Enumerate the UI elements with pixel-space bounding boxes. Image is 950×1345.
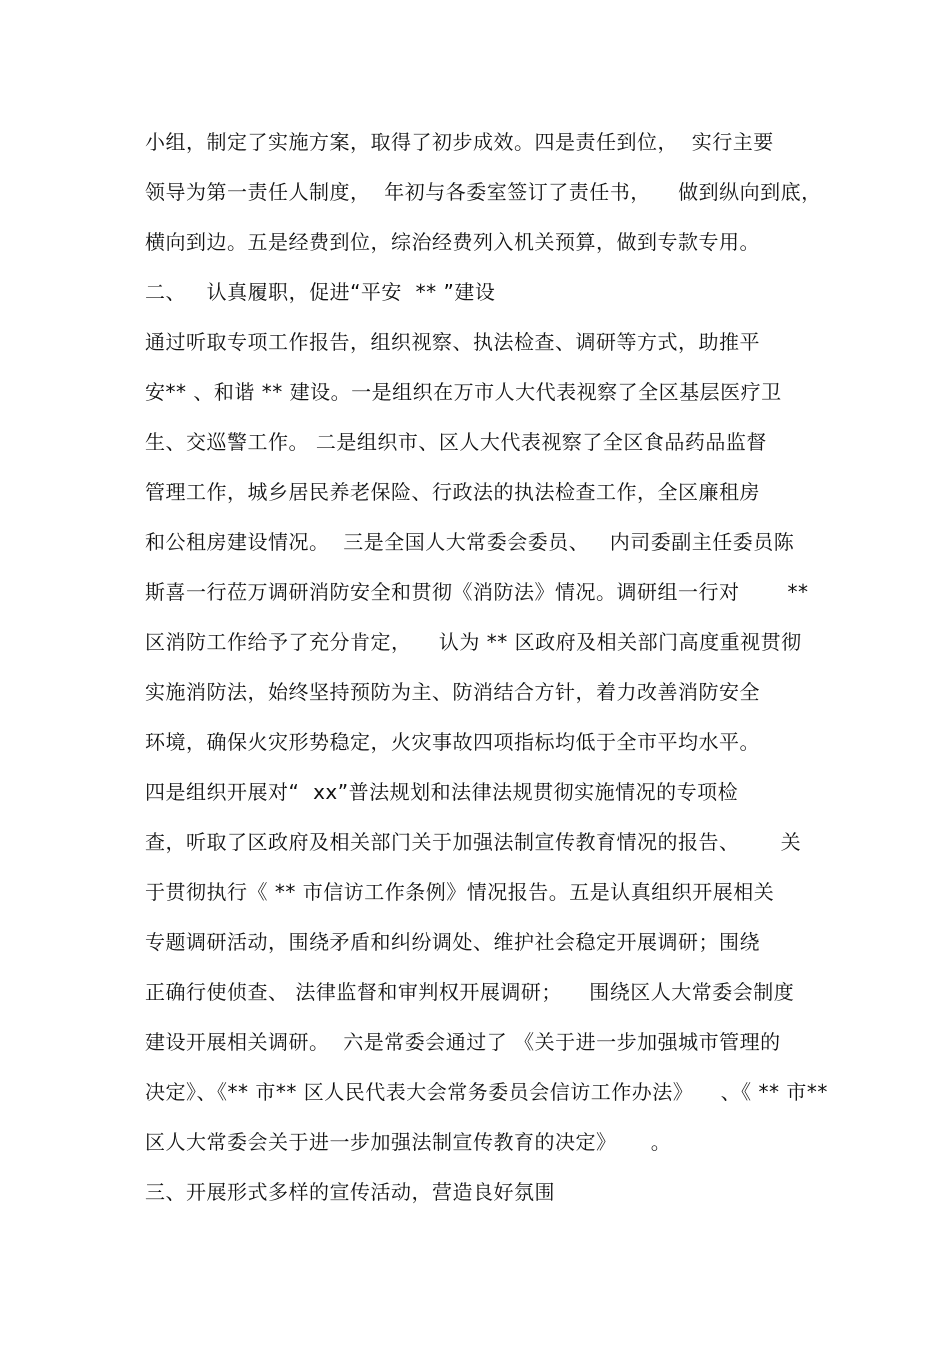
text-line: 小组，制定了实施方案，取得了初步成效。四是责任到位， 实行主要 (145, 130, 774, 154)
text-line: 实施消防法，始终坚持预防为主、防消结合方针，着力改善消防安全 (145, 680, 760, 704)
text-line: 于贯彻执行《 ** 市信访工作条例》情况报告。五是认真组织开展相关 (145, 880, 775, 904)
text-line: 横向到边。五是经费到位，综治经费列入机关预算，做到专款专用。 (145, 230, 760, 254)
text-line: 正确行使侦查、 法律监督和审判权开展调研； 围绕区人大常委会制度 (145, 980, 795, 1004)
text-line: 生、交巡警工作。 二是组织市、区人大代表视察了全区食品药品监督 (145, 430, 767, 454)
text-line: 决定》、《** 市** 区人民代表大会常务委员会信访工作办法》 、《 ** 市** (145, 1080, 828, 1104)
section-heading: 三、开展形式多样的宣传活动，营造良好氛围 (145, 1180, 555, 1204)
text-line: 领导为第一责任人制度， 年初与各委室签订了责任书， 做到纵向到底， (145, 180, 822, 204)
text-line: 管理工作，城乡居民养老保险、行政法的执法检查工作，全区廉租房 (145, 480, 760, 504)
text-line: 建设开展相关调研。 六是常委会通过了 《关于进一步加强城市管理的 (145, 1030, 781, 1054)
text-line: 通过听取专项工作报告，组织视察、执法检查、调研等方式，助推平 (145, 330, 760, 354)
section-heading: 二、 认真履职，促进“平安 ** ”建设 (145, 280, 496, 304)
text-line: 安** 、和谐 ** 建设。一是组织在万市人大代表视察了全区基层医疗卫 (145, 380, 782, 404)
text-line: 环境，确保火灾形势稳定，火灾事故四项指标均低于全市平均水平。 (145, 730, 760, 754)
text-line: 四是组织开展对“ xx”普法规划和法律法规贯彻实施情况的专项检 (145, 780, 739, 804)
text-line: 斯喜一行莅万调研消防安全和贯彻《消防法》情况。调研组一行对 ** (145, 580, 809, 604)
text-line: 区人大常委会关于进一步加强法制宣传教育的决定》 。 (145, 1130, 672, 1154)
text-line: 区消防工作给予了充分肯定， 认为 ** 区政府及相关部门高度重视贯彻 (145, 630, 802, 654)
text-line: 和公租房建设情况。 三是全国人大常委会委员、 内司委副主任委员陈 (145, 530, 795, 554)
text-line: 查，听取了区政府及相关部门关于加强法制宣传教育情况的报告、 关 (145, 830, 802, 854)
text-line: 专题调研活动，围绕矛盾和纠纷调处、维护社会稳定开展调研；围绕 (145, 930, 760, 954)
